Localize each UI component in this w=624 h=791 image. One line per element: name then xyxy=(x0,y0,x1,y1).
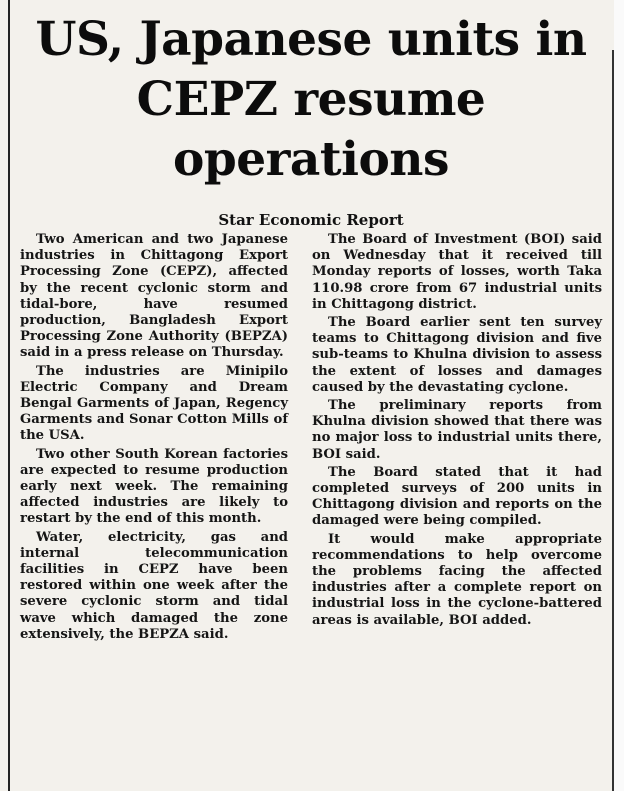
article-column-right xyxy=(312,232,602,631)
byline: Star Economic Report xyxy=(218,211,404,229)
paragraph: Two American and two Japanese industries in Chittagong Export Processing Zone (CEPZ), affected by the recent cyclonic storm and tidal-bore, have resumed production, Bangladesh Export Processing Zone Authority (BEPZA) said in a press release on Thursday. xyxy=(20,232,288,361)
paragraph: The industries are Minipilo Electric Company and Dream Bengal Garments of Japan, Regency Garments and Sonar Cotton Mills of the USA. xyxy=(20,363,288,444)
paragraph: The Board earlier sent ten survey teams to Chittagong division and five sub-teams to Khulna division to assess the extent of losses and damages caused by the devastating cyclone. xyxy=(312,315,602,395)
paragraph: The Board stated that it had completed surveys of 200 units in Chittagong division and reports on the damaged were being compiled. xyxy=(312,464,602,529)
paragraph: The Board of Investment (BOI) said on Wednesday that it received till Monday reports of losses, worth Taka 110.98 crore from 67 industrial units in Chittagong district. xyxy=(312,232,602,312)
paragraph: Water, electricity, gas and internal telecommunication facilities in CEPZ have been restored within one week after the severe cyclonic storm and tidal wave which damaged the zone extensively, the BEPZA said. xyxy=(20,529,288,642)
paragraph: It would make appropriate recommendations to help overcome the problems facing the affected industries after a complete report on industrial loss in the cyclone-battered areas is available, BOI added. xyxy=(312,531,602,628)
page-margin-strip xyxy=(614,0,624,791)
column-rule-left xyxy=(8,0,10,791)
paragraph: Two other South Korean factories are expected to resume production early next week. The remaining affected industries are likely to restart by the end of this month. xyxy=(20,446,288,527)
paragraph: The preliminary reports from Khulna division showed that there was no major loss to industrial units there, BOI said. xyxy=(312,398,602,462)
article-column-left xyxy=(20,232,288,645)
headline: US, Japanese units in CEPZ resume operations xyxy=(35,12,587,187)
